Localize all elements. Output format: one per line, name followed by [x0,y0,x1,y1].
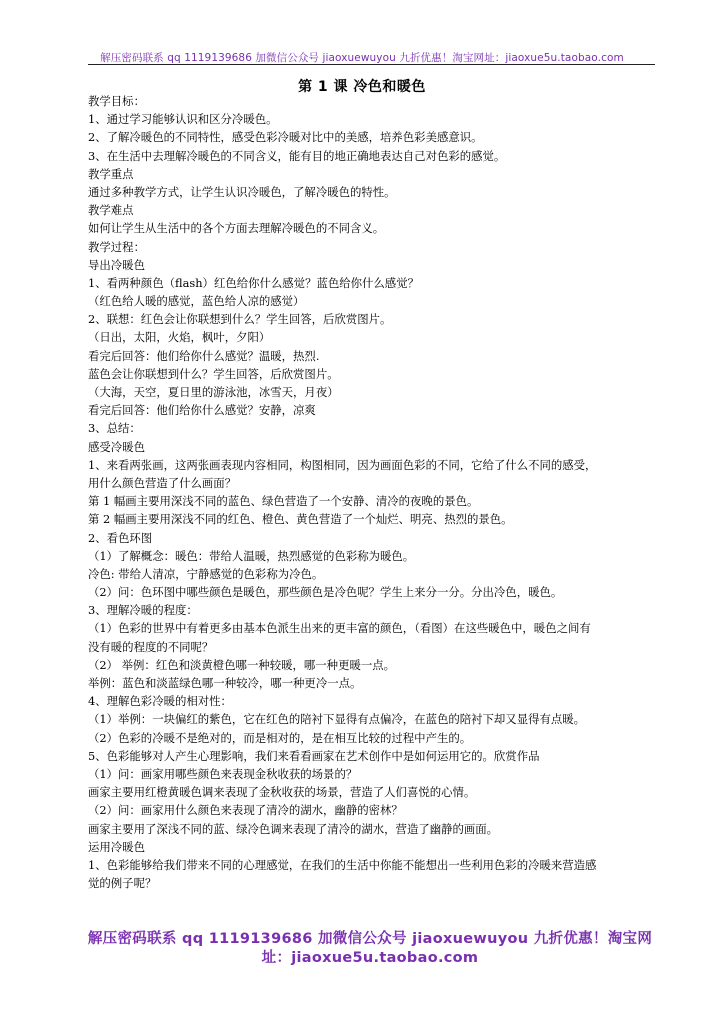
document-line: 举例：蓝色和淡蓝绿色哪一种较冷，哪一种更冷一点。 [88,676,362,690]
document-line: （2）问：色环图中哪些颜色是暖色，那些颜色是冷色呢？学生上来分一分。分出冷色，暖色。 [88,585,563,600]
footer-promo-line-2: 址：jiaoxue5u.taobao.com [261,950,479,966]
document-line: 第 1 幅画主要用深浅不同的蓝色、绿色营造了一个安静、清冷的夜晚的景色。 [88,494,479,509]
header-promo-text: 解压密码联系 qq 1119139686 加微信公众号 jiaoxuewuyou 九折优惠！淘宝网址：jiaoxue5u.taobao.com [100,52,624,64]
document-line: 冷色: 带给人清凉，宁静感觉的色彩称为冷色。 [88,566,324,581]
document-line: 用什么颜色营造了什么画面？ [88,475,237,490]
document-line: 教学重点 [88,166,134,181]
document-line: 运用冷暖色 [88,839,145,854]
document-line: （1）举例：一块偏红的紫色，它在红色的陪衬下显得有点偏冷，在蓝色的陪衬下却又显得有点暖。 [88,712,586,727]
document-line: 4、理解色彩冷暖的相对性： [88,694,232,709]
document-line: 教学过程： [88,239,145,254]
footer-promo [80,930,660,968]
document-line: （1）问：画家用哪些颜色来表现金秋收获的场景的？ [88,766,358,781]
document-line: 2、联想：红色会让你联想到什么？学生回答，后欣赏图片。 [88,312,392,327]
document-line: 如何让学生从生活中的各个方面去理解冷暖色的不同含义。 [88,221,385,236]
document-line: 1、来看两张画，这两张画表现内容相同，构图相同，因为画面色彩的不同，它给了什么不同的感受， [88,457,597,472]
document-line: 没有暖的程度的不同呢？ [88,639,214,654]
document-line: （红色给人暖的感觉，蓝色给人凉的感觉） [88,294,305,309]
document-line: 3、在生活中去理解冷暖色的不同含义，能有目的地正确地表达自己对色彩的感觉。 [88,148,506,163]
document-line: 觉的例子呢？ [88,876,157,891]
document-line: （大海，天空，夏日里的游泳池，冰雪天，月夜） [88,385,339,399]
document-line: （日出，太阳，火焰，枫叶，夕阳） [88,330,271,345]
document-line: 2、了解冷暖色的不同特性，感受色彩冷暖对比中的美感，培养色彩美感意识。 [88,130,483,145]
document-line: 教学难点 [88,203,134,218]
document-line: 画家主要用红橙黄暖色调来表现了金秋收获的场景，营造了人们喜悦的心情。 [88,785,476,800]
document-line: （2）色彩的冷暖不是绝对的，而是相对的，是在相互比较的过程中产生的。 [88,730,472,745]
document-line: 1、色彩能够给我们带来不同的心理感觉，在我们的生活中你能不能想出一些利用色彩的冷暖来营造感 [88,857,597,872]
document-line: 3、理解冷暖的程度： [88,603,198,618]
document-line: 1、通过学习能够认识和区分冷暖色。 [88,112,278,127]
document-line: （1）了解概念：暖色：带给人温暖，热烈感觉的色彩称为暖色。 [88,548,415,563]
document-line: 导出冷暖色 [88,257,145,272]
document-line: 第 2 幅画主要用深浅不同的红色、橙色、黄色营造了一个灿烂、明亮、热烈的景色。 [88,512,513,527]
page-title: 第 1 课 冷色和暖色 [298,79,426,95]
document-line: （1）色彩的世界中有着更多由基本色派生出来的更丰富的颜色，（看图）在这些暖色中，暖色之间有 [88,621,591,636]
document-line: 3、总结： [88,421,141,436]
document-line: 蓝色会让你联想到什么？学生回答，后欣赏图片。 [88,366,339,381]
document-body [88,92,655,892]
document-line: 1、看两种颜色（flash）红色给你什么感觉？蓝色给你什么感觉？ [88,275,419,290]
document-line: 5、色彩能够对人产生心理影响，我们来看看画家在艺术创作中是如何运用它的。欣赏作品 [88,748,540,763]
document-line: 2、看色环图 [88,530,153,545]
document-line: 通过多种教学方式，让学生认识冷暖色，了解冷暖色的特性。 [88,184,396,199]
document-line: （2）问：画家用什么颜色来表现了清冷的湖水，幽静的密林？ [88,803,403,818]
document-line: 教学目标： [88,94,145,108]
document-line: （2） 举例：红色和淡黄橙色哪一种较暖，哪一种更暖一点。 [88,657,396,672]
document-line: 感受冷暖色 [88,439,145,454]
document-line: 看完后回答：他们给你什么感觉？温暖，热烈. [88,348,320,363]
document-line: 看完后回答：他们给你什么感觉？安静，凉爽 [88,403,316,418]
header-divider [88,64,655,65]
footer-promo-line-1: 解压密码联系 qq 1119139686 加微信公众号 jiaoxuewuyou 九折优惠！淘宝网 [87,931,653,947]
document-line: 画家主要用了深浅不同的蓝、绿冷色调来表现了清冷的湖水，营造了幽静的画面。 [88,821,499,836]
